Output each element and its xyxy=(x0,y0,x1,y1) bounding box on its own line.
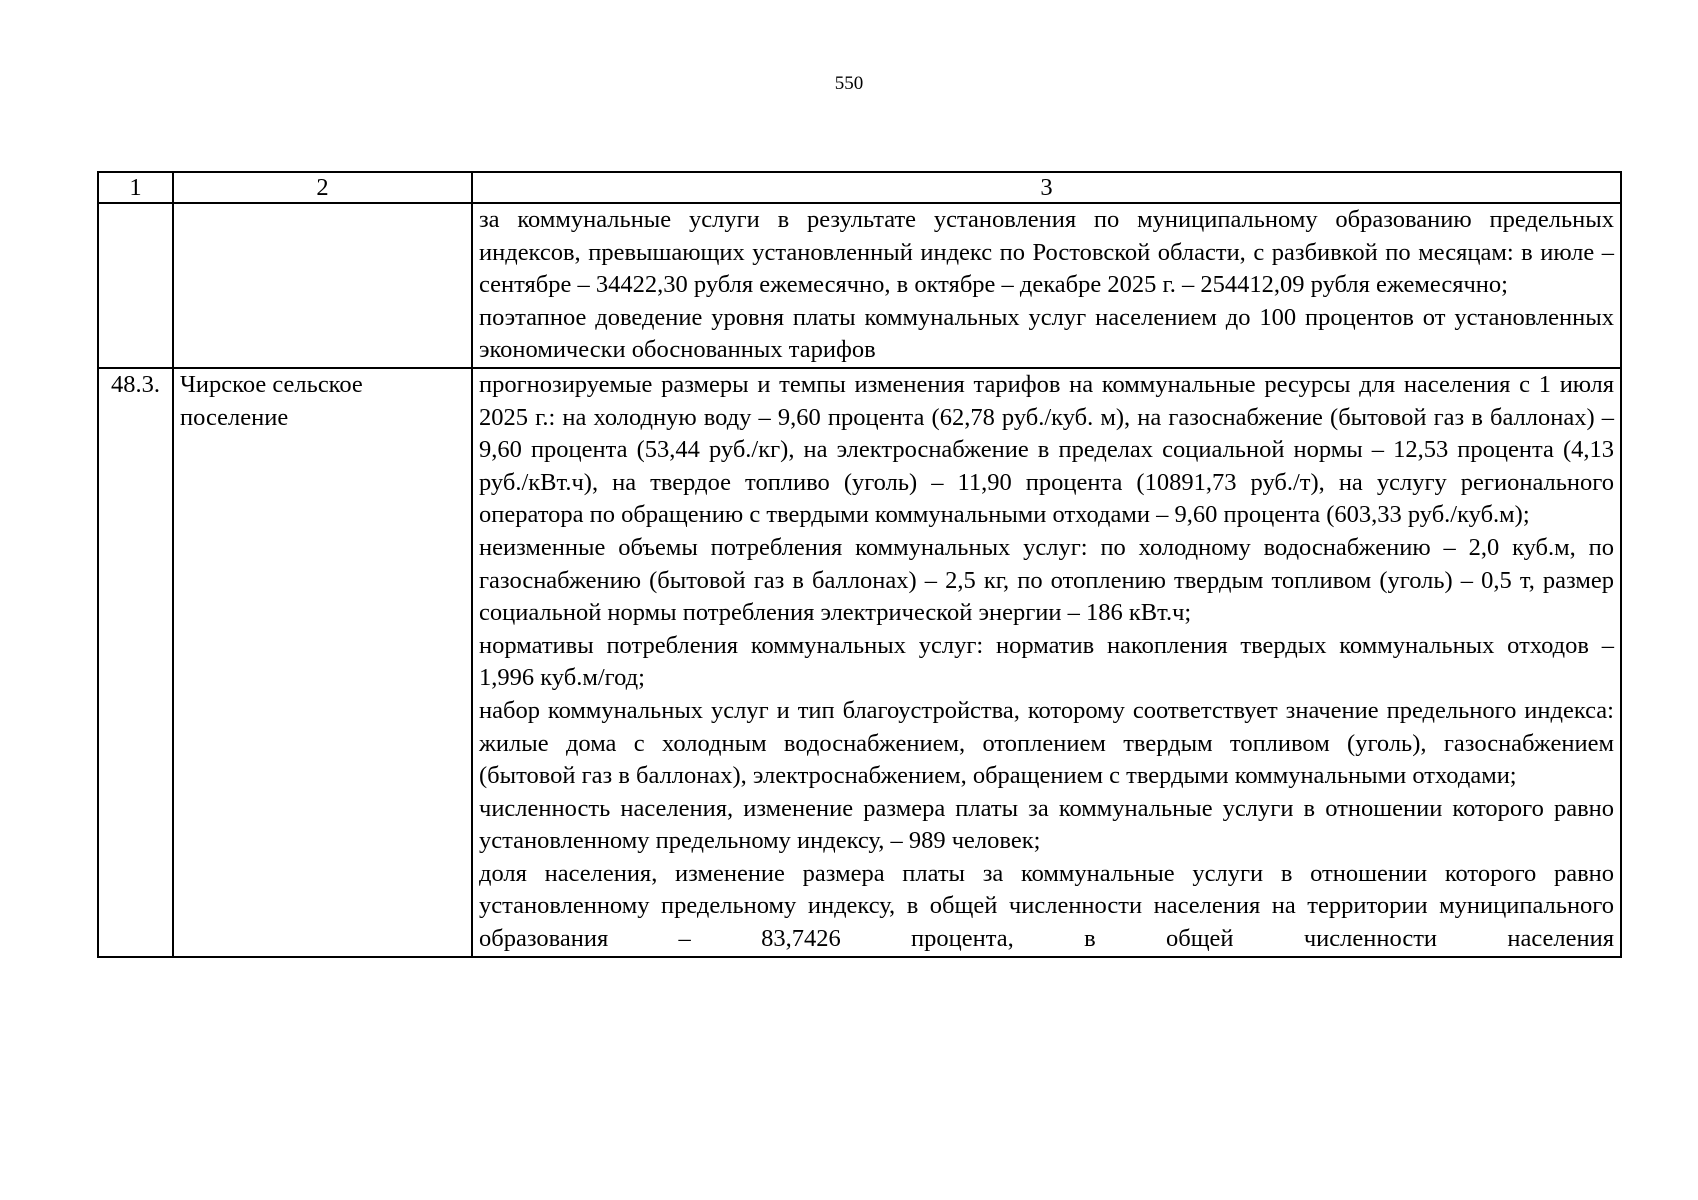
header-cell-2: 2 xyxy=(173,172,472,203)
description-paragraph: за коммунальные услуги в результате установления по муниципальному образованию предельных индексов, превышающих установленный индекс по Ростовской области, с разбивкой по месяцам: в июле – сентябре – 34422,30 рубля ежемесячно, в октябре – декабре 2025 г. – 254412,09 рубля ежемесячно; xyxy=(479,206,1614,299)
description-paragraph: численность населения, изменение размера платы за коммунальные услуги в отношении которого равно установленному предельному индексу, – 989 человек; xyxy=(479,794,1614,855)
description-paragraph: прогнозируемые размеры и темпы изменения тарифов на коммунальные ресурсы для населения с 1 июля 2025 г.: на холодную воду – 9,60 процента (62,78 руб./куб. м), на газоснабжение (бытовой газ в баллонах) – 9,60 процента (53,44 руб./кг), на электроснабжение в пределах социальной нормы – 12,53 процента (4,13 руб./кВт.ч), на твердое топливо (уголь) – 11,90 процента (10891,73 руб./т), на услугу регионального оператора по обращению с твердыми коммунальными отходами – 9,60 процента (603,33 руб./куб.м); xyxy=(479,370,1614,529)
row-number-cell xyxy=(98,203,173,368)
municipality-name-cell xyxy=(173,203,472,368)
description-cell xyxy=(472,203,1621,368)
description-paragraph: неизменные объемы потребления коммунальных услуг: по холодному водоснабжению – 2,0 куб.м, по газоснабжению (бытовой газ в баллонах) – 2,5 кг, по отоплению твердым топливом (уголь) – 0,5 т, размер социальной нормы потребления электрической энергии – 186 кВт.ч; xyxy=(479,533,1614,627)
municipality-name-cell: Чирское сельское поселение xyxy=(173,368,472,957)
table-header-row xyxy=(98,172,1621,203)
description-paragraph: нормативы потребления коммунальных услуг: норматив накопления твердых коммунальных отходов – 1,996 куб.м/год; xyxy=(479,631,1614,692)
description-paragraph: набор коммунальных услуг и тип благоустройства, которому соответствует значение предельного индекса: жилые дома с холодным водоснабжением, отоплением твердым топливом (уголь), газоснабжением (бытовой газ в баллонах), электроснабжением, обращением с твердыми коммунальными отходами; xyxy=(479,696,1614,790)
table-row xyxy=(98,203,1621,368)
header-cell-3: 3 xyxy=(472,172,1621,203)
description-cell xyxy=(472,368,1621,957)
table-row xyxy=(98,368,1621,957)
description-paragraph: поэтапное доведение уровня платы коммунальных услуг населением до 100 процентов от установленных экономически обоснованных тарифов xyxy=(479,303,1614,364)
description-paragraph: доля населения, изменение размера платы за коммунальные услуги в отношении которого равно установленному предельному индексу, в общей численности населения на территории муниципального образования – 83,7426 процента, в общей численности населения xyxy=(479,859,1614,953)
page-number: 550 xyxy=(834,73,864,94)
header-cell-1: 1 xyxy=(98,172,173,203)
row-number-cell: 48.3. xyxy=(98,368,173,957)
tariff-table xyxy=(97,171,1622,958)
